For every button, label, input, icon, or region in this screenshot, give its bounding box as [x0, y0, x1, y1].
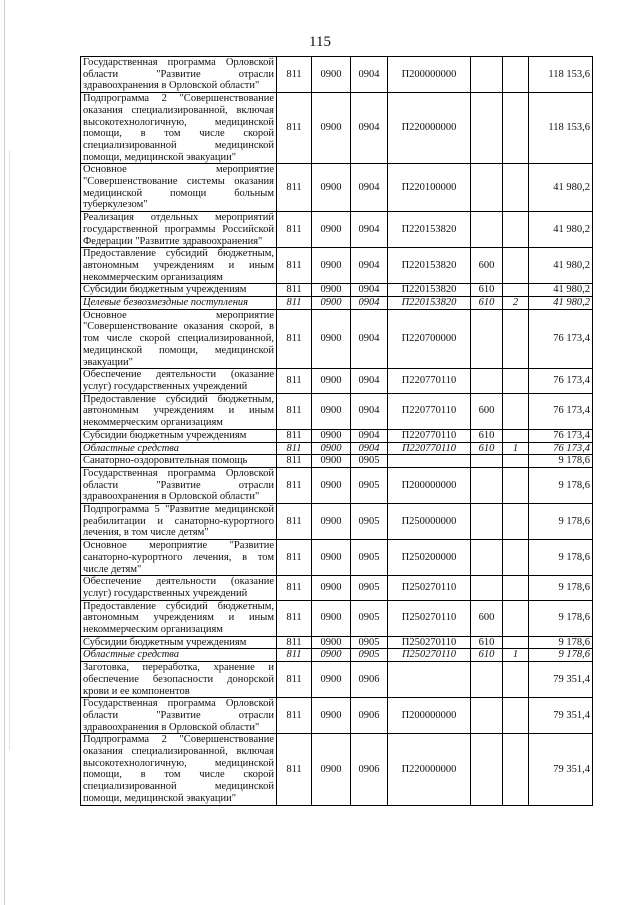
target-article-cell: П250270110	[388, 649, 471, 662]
target-article-cell: П250200000	[388, 540, 471, 576]
admin-code-cell: 811	[277, 393, 312, 429]
funding-source-cell	[503, 455, 529, 468]
admin-code-cell: 811	[277, 442, 312, 455]
section-code-cell: 0900	[312, 576, 351, 600]
expense-type-cell: 610	[471, 636, 503, 649]
subsection-code-cell: 0904	[351, 248, 388, 284]
subsection-code-cell: 0904	[351, 164, 388, 212]
subsection-code-cell: 0904	[351, 93, 388, 164]
table-row	[81, 284, 593, 297]
section-code-cell: 0900	[312, 540, 351, 576]
item-name-cell: Субсидии бюджетным учреждениям	[81, 284, 277, 297]
admin-code-cell: 811	[277, 467, 312, 503]
item-name-cell: Областные средства	[81, 649, 277, 662]
item-name-cell: Субсидии бюджетным учреждениям	[81, 636, 277, 649]
expense-type-cell	[471, 212, 503, 248]
amount-cell: 41 980,2	[529, 284, 593, 297]
table-row	[81, 164, 593, 212]
admin-code-cell: 811	[277, 248, 312, 284]
target-article-cell: П220153820	[388, 297, 471, 310]
expense-type-cell: 600	[471, 248, 503, 284]
table-row	[81, 442, 593, 455]
item-name-cell: Областные средства	[81, 442, 277, 455]
amount-cell: 76 173,4	[529, 369, 593, 393]
target-article-cell: П220153820	[388, 248, 471, 284]
admin-code-cell: 811	[277, 57, 312, 93]
funding-source-cell	[503, 164, 529, 212]
expense-type-cell: 600	[471, 600, 503, 636]
section-code-cell: 0900	[312, 248, 351, 284]
funding-source-cell	[503, 309, 529, 369]
item-name-cell: Основное мероприятие "Совершенствование оказания скорой, в том числе скорой специализированной, медицинской помощи, медицинской эвакуации"	[81, 309, 277, 369]
section-code-cell: 0900	[312, 442, 351, 455]
item-name-cell: Предоставление субсидий бюджетным, автономным учреждениям и иным некоммерческим организациям	[81, 393, 277, 429]
expense-type-cell	[471, 698, 503, 734]
admin-code-cell: 811	[277, 540, 312, 576]
funding-source-cell	[503, 734, 529, 805]
admin-code-cell: 811	[277, 93, 312, 164]
item-name-cell: Государственная программа Орловской области "Развитие отрасли здравоохранения в Орловской области"	[81, 698, 277, 734]
table-row	[81, 504, 593, 540]
admin-code-cell: 811	[277, 576, 312, 600]
admin-code-cell: 811	[277, 212, 312, 248]
table-row	[81, 467, 593, 503]
amount-cell: 79 351,4	[529, 698, 593, 734]
item-name-cell: Субсидии бюджетным учреждениям	[81, 429, 277, 442]
target-article-cell: П220100000	[388, 164, 471, 212]
section-code-cell: 0900	[312, 93, 351, 164]
table-row	[81, 297, 593, 310]
item-name-cell: Предоставление субсидий бюджетным, автономным учреждениям и иным некоммерческим организациям	[81, 600, 277, 636]
admin-code-cell: 811	[277, 455, 312, 468]
item-name-cell: Подпрограмма 2 "Совершенствование оказания специализированной, включая высокотехнологичную, медицинской помощи, в том числе скорой специализированной медицинской помощи, медицинской эвакуации"	[81, 93, 277, 164]
section-code-cell: 0900	[312, 284, 351, 297]
target-article-cell: П250000000	[388, 504, 471, 540]
table-row	[81, 57, 593, 93]
table-row	[81, 636, 593, 649]
subsection-code-cell: 0904	[351, 429, 388, 442]
amount-cell: 79 351,4	[529, 734, 593, 805]
admin-code-cell: 811	[277, 662, 312, 698]
section-code-cell: 0900	[312, 649, 351, 662]
funding-source-cell	[503, 93, 529, 164]
section-code-cell: 0900	[312, 297, 351, 310]
target-article-cell: П250270110	[388, 600, 471, 636]
table-row	[81, 309, 593, 369]
amount-cell: 9 178,6	[529, 649, 593, 662]
subsection-code-cell: 0904	[351, 57, 388, 93]
expense-type-cell: 600	[471, 393, 503, 429]
amount-cell: 9 178,6	[529, 600, 593, 636]
subsection-code-cell: 0904	[351, 212, 388, 248]
table-row	[81, 649, 593, 662]
funding-source-cell	[503, 540, 529, 576]
funding-source-cell	[503, 600, 529, 636]
binding-edge-line	[9, 150, 10, 750]
funding-source-cell	[503, 57, 529, 93]
item-name-cell: Обеспечение деятельности (оказание услуг) государственных учреждений	[81, 369, 277, 393]
page-number: 115	[309, 34, 331, 50]
subsection-code-cell: 0905	[351, 576, 388, 600]
subsection-code-cell: 0904	[351, 369, 388, 393]
admin-code-cell: 811	[277, 164, 312, 212]
funding-source-cell	[503, 284, 529, 297]
amount-cell: 9 178,6	[529, 576, 593, 600]
subsection-code-cell: 0904	[351, 309, 388, 369]
expense-type-cell	[471, 455, 503, 468]
amount-cell: 41 980,2	[529, 164, 593, 212]
amount-cell: 76 173,4	[529, 442, 593, 455]
expense-type-cell	[471, 662, 503, 698]
subsection-code-cell: 0905	[351, 467, 388, 503]
binding-edge-line	[4, 0, 5, 905]
funding-source-cell	[503, 636, 529, 649]
item-name-cell: Реализация отдельных мероприятий государственной программы Российской Федерации "Развитие здравоохранения"	[81, 212, 277, 248]
item-name-cell: Подпрограмма 5 "Развитие медицинской реабилитации и санаторно-курортного лечения, в том числе детям"	[81, 504, 277, 540]
section-code-cell: 0900	[312, 455, 351, 468]
table-row	[81, 393, 593, 429]
table-row	[81, 455, 593, 468]
funding-source-cell: 1	[503, 649, 529, 662]
expense-type-cell	[471, 164, 503, 212]
target-article-cell	[388, 455, 471, 468]
expense-type-cell	[471, 576, 503, 600]
table-row	[81, 429, 593, 442]
target-article-cell: П220770110	[388, 429, 471, 442]
funding-source-cell	[503, 467, 529, 503]
admin-code-cell: 811	[277, 600, 312, 636]
target-article-cell: П220000000	[388, 734, 471, 805]
table-row	[81, 369, 593, 393]
item-name-cell: Целевые безвозмездные поступления	[81, 297, 277, 310]
subsection-code-cell: 0905	[351, 649, 388, 662]
funding-source-cell	[503, 662, 529, 698]
target-article-cell: П250270110	[388, 636, 471, 649]
admin-code-cell: 811	[277, 504, 312, 540]
expense-type-cell: 610	[471, 442, 503, 455]
expense-type-cell	[471, 734, 503, 805]
section-code-cell: 0900	[312, 698, 351, 734]
table-row	[81, 576, 593, 600]
table-row	[81, 248, 593, 284]
funding-source-cell: 1	[503, 442, 529, 455]
section-code-cell: 0900	[312, 57, 351, 93]
amount-cell: 9 178,6	[529, 540, 593, 576]
expense-type-cell	[471, 369, 503, 393]
amount-cell: 9 178,6	[529, 467, 593, 503]
amount-cell: 76 173,4	[529, 393, 593, 429]
item-name-cell: Санаторно-оздоровительная помощь	[81, 455, 277, 468]
section-code-cell: 0900	[312, 429, 351, 442]
admin-code-cell: 811	[277, 309, 312, 369]
target-article-cell	[388, 662, 471, 698]
target-article-cell: П200000000	[388, 467, 471, 503]
expense-type-cell	[471, 93, 503, 164]
table-row	[81, 93, 593, 164]
amount-cell: 76 173,4	[529, 429, 593, 442]
section-code-cell: 0900	[312, 600, 351, 636]
subsection-code-cell: 0905	[351, 636, 388, 649]
section-code-cell: 0900	[312, 393, 351, 429]
target-article-cell: П250270110	[388, 576, 471, 600]
subsection-code-cell: 0905	[351, 504, 388, 540]
item-name-cell: Государственная программа Орловской области "Развитие отрасли здравоохранения в Орловской области"	[81, 57, 277, 93]
subsection-code-cell: 0904	[351, 297, 388, 310]
item-name-cell: Обеспечение деятельности (оказание услуг) государственных учреждений	[81, 576, 277, 600]
funding-source-cell	[503, 248, 529, 284]
admin-code-cell: 811	[277, 649, 312, 662]
admin-code-cell: 811	[277, 636, 312, 649]
admin-code-cell: 811	[277, 369, 312, 393]
funding-source-cell	[503, 369, 529, 393]
section-code-cell: 0900	[312, 467, 351, 503]
table-body	[81, 57, 593, 806]
amount-cell: 76 173,4	[529, 309, 593, 369]
funding-source-cell	[503, 393, 529, 429]
section-code-cell: 0900	[312, 369, 351, 393]
amount-cell: 118 153,6	[529, 57, 593, 93]
item-name-cell: Основное мероприятие "Совершенствование системы оказания медицинской помощи больным туберкулезом"	[81, 164, 277, 212]
subsection-code-cell: 0904	[351, 284, 388, 297]
amount-cell: 9 178,6	[529, 455, 593, 468]
expense-type-cell	[471, 57, 503, 93]
item-name-cell: Предоставление субсидий бюджетным, автономным учреждениям и иным некоммерческим организациям	[81, 248, 277, 284]
funding-source-cell	[503, 576, 529, 600]
amount-cell: 9 178,6	[529, 636, 593, 649]
amount-cell: 41 980,2	[529, 248, 593, 284]
expense-type-cell: 610	[471, 297, 503, 310]
amount-cell: 41 980,2	[529, 212, 593, 248]
expense-type-cell: 610	[471, 649, 503, 662]
target-article-cell: П200000000	[388, 698, 471, 734]
table-row	[81, 212, 593, 248]
amount-cell: 79 351,4	[529, 662, 593, 698]
funding-source-cell	[503, 212, 529, 248]
section-code-cell: 0900	[312, 212, 351, 248]
admin-code-cell: 811	[277, 698, 312, 734]
table-row	[81, 600, 593, 636]
target-article-cell: П220153820	[388, 284, 471, 297]
subsection-code-cell: 0906	[351, 662, 388, 698]
admin-code-cell: 811	[277, 297, 312, 310]
section-code-cell: 0900	[312, 164, 351, 212]
subsection-code-cell: 0904	[351, 393, 388, 429]
section-code-cell: 0900	[312, 734, 351, 805]
subsection-code-cell: 0906	[351, 698, 388, 734]
item-name-cell: Основное мероприятие "Развитие санаторно-курортного лечения, в том числе детям"	[81, 540, 277, 576]
target-article-cell: П200000000	[388, 57, 471, 93]
subsection-code-cell: 0905	[351, 540, 388, 576]
table-row	[81, 540, 593, 576]
target-article-cell: П220700000	[388, 309, 471, 369]
target-article-cell: П220770110	[388, 369, 471, 393]
subsection-code-cell: 0905	[351, 455, 388, 468]
expense-type-cell	[471, 504, 503, 540]
section-code-cell: 0900	[312, 636, 351, 649]
subsection-code-cell: 0905	[351, 600, 388, 636]
expense-type-cell	[471, 467, 503, 503]
target-article-cell: П220153820	[388, 212, 471, 248]
expense-type-cell: 610	[471, 284, 503, 297]
amount-cell: 41 980,2	[529, 297, 593, 310]
section-code-cell: 0900	[312, 504, 351, 540]
funding-source-cell	[503, 698, 529, 734]
funding-source-cell	[503, 504, 529, 540]
section-code-cell: 0900	[312, 309, 351, 369]
funding-source-cell	[503, 429, 529, 442]
expense-type-cell: 610	[471, 429, 503, 442]
item-name-cell: Заготовка, переработка, хранение и обеспечение безопасности донорской крови и ее компонентов	[81, 662, 277, 698]
expense-type-cell	[471, 309, 503, 369]
section-code-cell: 0900	[312, 662, 351, 698]
target-article-cell: П220770110	[388, 442, 471, 455]
admin-code-cell: 811	[277, 429, 312, 442]
amount-cell: 9 178,6	[529, 504, 593, 540]
subsection-code-cell: 0904	[351, 442, 388, 455]
table-row	[81, 698, 593, 734]
amount-cell: 118 153,6	[529, 93, 593, 164]
expense-type-cell	[471, 540, 503, 576]
admin-code-cell: 811	[277, 284, 312, 297]
subsection-code-cell: 0906	[351, 734, 388, 805]
table-row	[81, 662, 593, 698]
admin-code-cell: 811	[277, 734, 312, 805]
target-article-cell: П220000000	[388, 93, 471, 164]
item-name-cell: Государственная программа Орловской области "Развитие отрасли здравоохранения в Орловской области"	[81, 467, 277, 503]
item-name-cell: Подпрограмма 2 "Совершенствование оказания специализированной, включая высокотехнологичную, медицинской помощи, в том числе скорой специализированной медицинской помощи, медицинской эвакуации"	[81, 734, 277, 805]
funding-source-cell: 2	[503, 297, 529, 310]
budget-table	[80, 56, 593, 806]
target-article-cell: П220770110	[388, 393, 471, 429]
table-row	[81, 734, 593, 805]
